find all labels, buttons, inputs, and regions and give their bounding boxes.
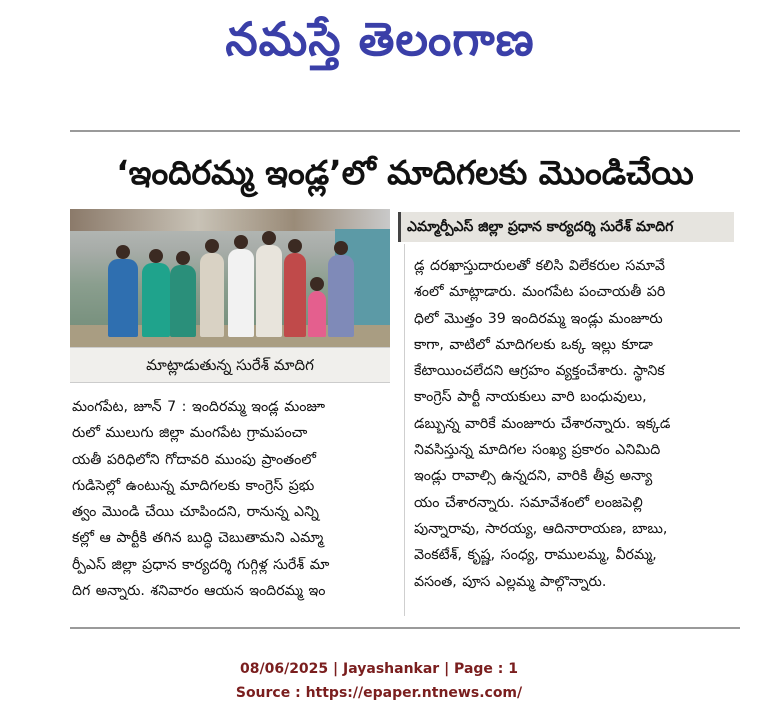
body-line: కేటాయించలేదని ఆగ్రహం వ్యక్తంచేశారు. స్థానిక [414,363,665,380]
body-line: డ్ల దరఖాస్తుదారులతో కలిసి విలేకరుల సమావే [414,258,665,274]
body-line: మంగపేట, జూన్ 7 : ఇందిరమ్మ ఇండ్ల మంజూ [72,399,326,415]
body-line: కాంగ్రెస్ పార్టీ నాయకులు వారి బంధువులు, [414,389,647,406]
body-line: వెంకటేశ్, కృష్ణ, సంధ్య, రాములమ్మ, వీరమ్మ, [414,547,657,564]
body-line: పున్నారావు, సారయ్య, ఆదినారాయణ, బాబు, [414,520,668,537]
column-divider [404,244,405,616]
photo-person [108,259,138,337]
body-line: కాగా, వాటిలో మాదిగలకు ఒక్క ఇల్లు కూడా [414,336,653,353]
body-line: వసంత, పూస ఎల్లమ్మ పాల్గొన్నారు. [414,573,607,590]
body-line: కల్లో ఆ పార్టీకి తగిన బుద్ధి చెబుతామని ఎమ్మా [72,530,324,547]
photo-person [328,255,354,337]
masthead-logo [150,6,610,72]
body-line: రులో ములుగు జిల్లా మంగపేట గ్రామపంచా [72,425,308,442]
photo-person [256,245,282,337]
article-subhead: ఎమ్మార్పీఎస్ జిల్లా ప్రధాన కార్యదర్శి సురేశ్ మాదిగ [398,212,734,242]
article-headline: ‘ఇందిరమ్మ ఇండ్ల’లో మాదిగలకు మొండిచేయి [116,153,694,192]
body-line: యతీ పరిధిలోని గోదావరి ముంపు ప్రాంతంలో [72,451,316,468]
body-line: ఇండ్లు రావాల్సి ఉన్నదని, వారికి తీవ్ర అన్యా [414,468,653,485]
photo-caption: మాట్లాడుతున్న సురేశ్ మాదిగ [70,347,390,383]
body-line: త్వం మొండి చేయి చూపిందని, రానున్న ఎన్ని [72,504,319,521]
top-divider [70,130,740,132]
article-right-column [414,253,738,595]
edition-info: 08/06/2025 | Jayashankar | Page : 1 [240,661,518,677]
photo-person [284,253,306,337]
body-line: దిగ అన్నారు. శనివారం ఆయన ఇందిరమ్మ ఇం [72,583,326,600]
cropped-text-strip [70,92,680,106]
article-photo [70,209,390,347]
body-line: నివసిస్తున్న మాదిగల సంఖ్య ప్రకారం ఎనిమిది [414,442,661,459]
bottom-divider [70,627,740,629]
photo-person [200,253,224,337]
photo-person [170,265,196,337]
body-line: గుడిసెల్లో ఉంటున్న మాదిగలకు కాంగ్రెస్ ప్రభు [72,477,315,494]
photo-person [142,263,170,337]
photo-roof [70,209,390,231]
body-line: ర్పీఎస్ జిల్లా ప్రధాన కార్యదర్శి గుగ్గిళ్ల సురేశ్ మా [72,556,330,573]
body-line: శంలో మాట్లాడారు. మంగపేట పంచాయతీ పరి [414,284,666,301]
photo-person [308,291,326,337]
article-left-column [72,394,394,604]
source-link[interactable]: Source : https://epaper.ntnews.com/ [235,685,523,701]
body-line: ధిలో మొత్తం 39 ఇందిరమ్మ ఇండ్లు మంజూరు [414,310,663,327]
body-line: డబ్బున్న వారికే మంజూరు చేశారన్నారు. ఇక్కడ [414,415,671,432]
photo-person [228,249,254,337]
body-line: యం చేశారన్నారు. సమావేశంలో లంజపెల్లి [414,494,643,511]
masthead-title: నమస్తే తెలంగాణ [225,12,535,66]
